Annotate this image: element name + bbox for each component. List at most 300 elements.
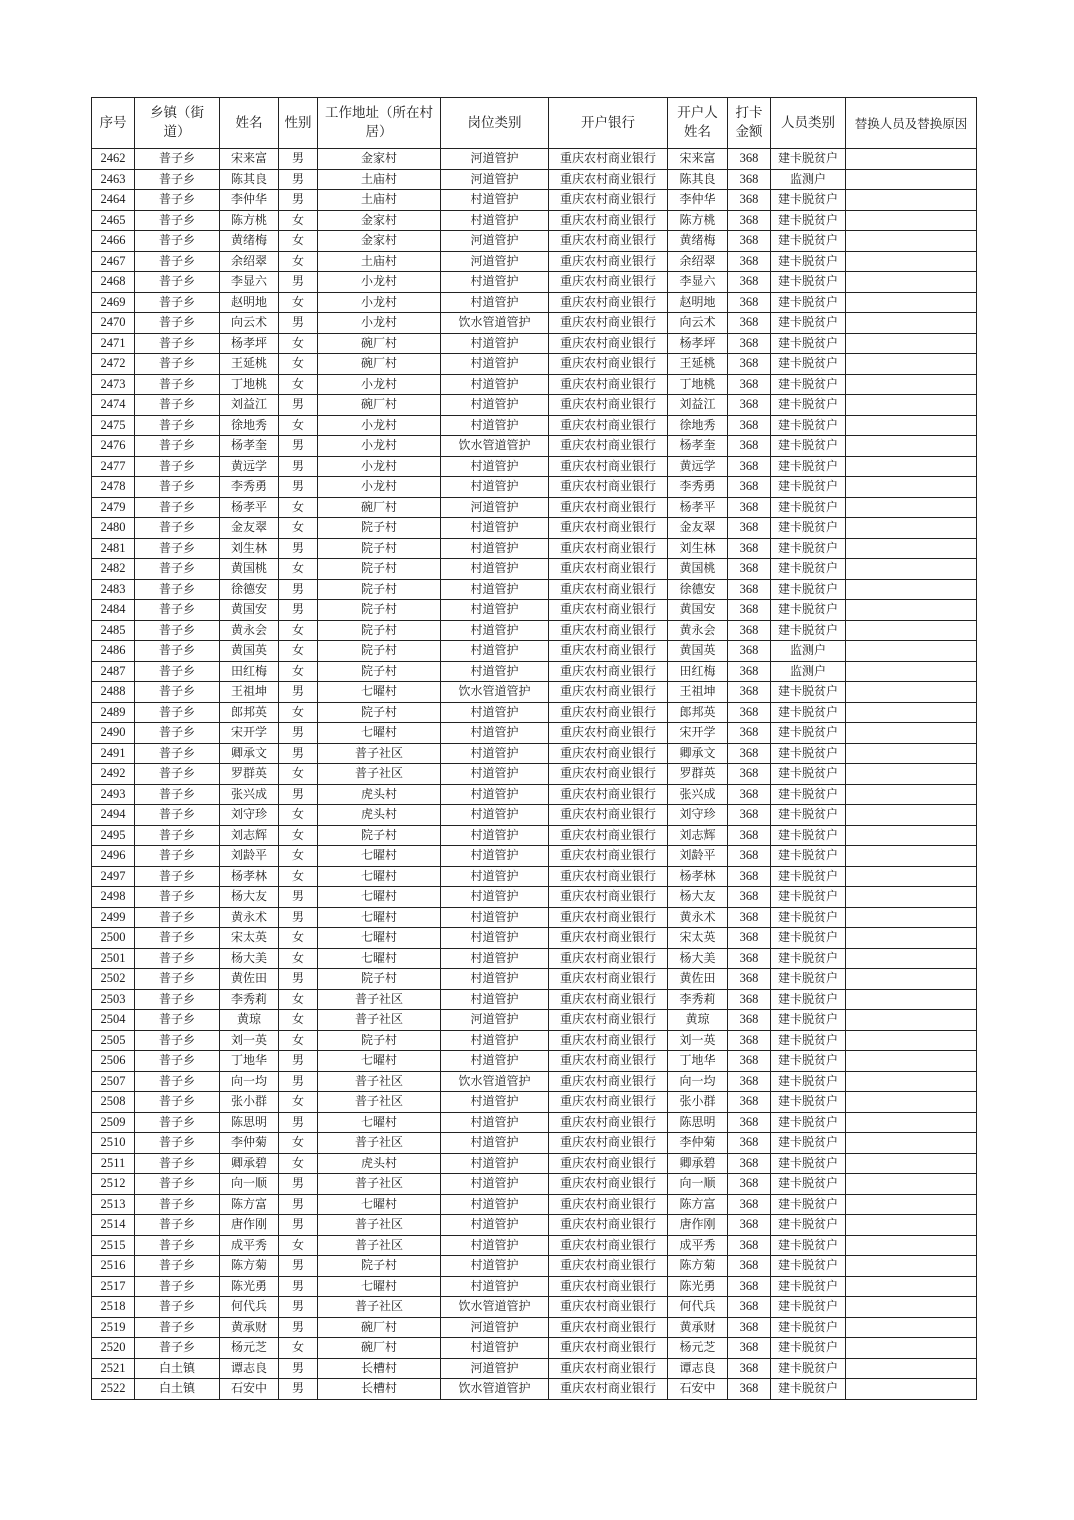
work-address-cell: 七曜村: [318, 1051, 441, 1072]
account-holder-cell: 刘益江: [668, 395, 728, 416]
amount-cell: 368: [728, 661, 771, 682]
replacement-cell: [846, 1235, 977, 1256]
col-header-index: 序号: [92, 98, 135, 149]
gender-cell: 男: [279, 149, 318, 170]
name-cell: 徐德安: [220, 579, 279, 600]
table-row: [92, 1092, 977, 1113]
account-holder-cell: 宋太英: [668, 928, 728, 949]
amount-cell: 368: [728, 620, 771, 641]
account-holder-cell: 罗群英: [668, 764, 728, 785]
person-type-cell: 建卡脱贫户: [771, 292, 846, 313]
account-holder-cell: 黄佐田: [668, 969, 728, 990]
township-cell: 普子乡: [135, 313, 220, 334]
name-cell: 丁地桃: [220, 374, 279, 395]
replacement-cell: [846, 579, 977, 600]
name-cell: 张兴成: [220, 784, 279, 805]
name-cell: 陈方桃: [220, 210, 279, 231]
gender-cell: 女: [279, 354, 318, 375]
post-type-cell: 饮水管道管护: [441, 313, 549, 334]
person-type-cell: 建卡脱贫户: [771, 1297, 846, 1318]
bank-cell: 重庆农村商业银行: [549, 559, 668, 580]
index-cell: 2469: [92, 292, 135, 313]
post-type-cell: 河道管护: [441, 1010, 549, 1031]
table-row: [92, 1317, 977, 1338]
person-type-cell: 建卡脱贫户: [771, 395, 846, 416]
bank-cell: 重庆农村商业银行: [549, 1379, 668, 1400]
township-cell: 普子乡: [135, 1174, 220, 1195]
bank-cell: 重庆农村商业银行: [549, 1358, 668, 1379]
replacement-cell: [846, 518, 977, 539]
work-address-cell: 院子村: [318, 702, 441, 723]
name-cell: 余绍翠: [220, 251, 279, 272]
amount-cell: 368: [728, 1235, 771, 1256]
post-type-cell: 村道管护: [441, 1174, 549, 1195]
account-holder-cell: 黄永会: [668, 620, 728, 641]
name-cell: 刘一英: [220, 1030, 279, 1051]
amount-cell: 368: [728, 395, 771, 416]
gender-cell: 男: [279, 395, 318, 416]
table-row: [92, 1358, 977, 1379]
table-row: [92, 620, 977, 641]
bank-cell: 重庆农村商业银行: [549, 149, 668, 170]
gender-cell: 女: [279, 989, 318, 1010]
post-type-cell: 村道管护: [441, 907, 549, 928]
table-row: [92, 1174, 977, 1195]
work-address-cell: 七曜村: [318, 1276, 441, 1297]
index-cell: 2510: [92, 1133, 135, 1154]
index-cell: 2491: [92, 743, 135, 764]
township-cell: 普子乡: [135, 579, 220, 600]
person-type-cell: 建卡脱贫户: [771, 600, 846, 621]
bank-cell: 重庆农村商业银行: [549, 231, 668, 252]
post-type-cell: 村道管护: [441, 518, 549, 539]
table-row: [92, 333, 977, 354]
post-type-cell: 村道管护: [441, 1338, 549, 1359]
work-address-cell: 普子社区: [318, 1215, 441, 1236]
township-cell: 普子乡: [135, 1297, 220, 1318]
work-address-cell: 七曜村: [318, 846, 441, 867]
township-cell: 普子乡: [135, 969, 220, 990]
name-cell: 刘龄平: [220, 846, 279, 867]
account-holder-cell: 唐作刚: [668, 1215, 728, 1236]
amount-cell: 368: [728, 1379, 771, 1400]
table-row: [92, 948, 977, 969]
person-type-cell: 建卡脱贫户: [771, 333, 846, 354]
person-type-cell: 建卡脱贫户: [771, 1215, 846, 1236]
work-address-cell: 碗厂村: [318, 497, 441, 518]
amount-cell: 368: [728, 292, 771, 313]
bank-cell: 重庆农村商业银行: [549, 477, 668, 498]
post-type-cell: 河道管护: [441, 1317, 549, 1338]
account-holder-cell: 杨元芝: [668, 1338, 728, 1359]
replacement-cell: [846, 251, 977, 272]
index-cell: 2520: [92, 1338, 135, 1359]
table-row: [92, 805, 977, 826]
amount-cell: 368: [728, 1317, 771, 1338]
gender-cell: 女: [279, 518, 318, 539]
bank-cell: 重庆农村商业银行: [549, 354, 668, 375]
bank-cell: 重庆农村商业银行: [549, 969, 668, 990]
index-cell: 2490: [92, 723, 135, 744]
post-type-cell: 村道管护: [441, 661, 549, 682]
table-row: [92, 1297, 977, 1318]
name-cell: 李仲菊: [220, 1133, 279, 1154]
table-row: [92, 825, 977, 846]
table-row: [92, 1153, 977, 1174]
gender-cell: 男: [279, 1276, 318, 1297]
gender-cell: 女: [279, 374, 318, 395]
township-cell: 普子乡: [135, 1256, 220, 1277]
table-row: [92, 374, 977, 395]
gender-cell: 女: [279, 866, 318, 887]
replacement-cell: [846, 1215, 977, 1236]
account-holder-cell: 杨大美: [668, 948, 728, 969]
gender-cell: 女: [279, 825, 318, 846]
amount-cell: 368: [728, 456, 771, 477]
name-cell: 黄永会: [220, 620, 279, 641]
bank-cell: 重庆农村商业银行: [549, 928, 668, 949]
work-address-cell: 虎头村: [318, 805, 441, 826]
account-holder-cell: 黄国桃: [668, 559, 728, 580]
township-cell: 普子乡: [135, 641, 220, 662]
bank-cell: 重庆农村商业银行: [549, 1317, 668, 1338]
work-address-cell: 碗厂村: [318, 354, 441, 375]
township-cell: 普子乡: [135, 743, 220, 764]
amount-cell: 368: [728, 497, 771, 518]
name-cell: 李秀勇: [220, 477, 279, 498]
township-cell: 普子乡: [135, 928, 220, 949]
replacement-cell: [846, 436, 977, 457]
person-type-cell: 建卡脱贫户: [771, 1010, 846, 1031]
person-type-cell: 建卡脱贫户: [771, 1092, 846, 1113]
account-holder-cell: 杨孝平: [668, 497, 728, 518]
person-type-cell: 建卡脱贫户: [771, 1379, 846, 1400]
person-type-cell: 建卡脱贫户: [771, 784, 846, 805]
township-cell: 普子乡: [135, 272, 220, 293]
index-cell: 2478: [92, 477, 135, 498]
replacement-cell: [846, 477, 977, 498]
account-holder-cell: 谭志良: [668, 1358, 728, 1379]
township-cell: 白土镇: [135, 1379, 220, 1400]
work-address-cell: 院子村: [318, 538, 441, 559]
person-type-cell: 建卡脱贫户: [771, 456, 846, 477]
replacement-cell: [846, 805, 977, 826]
post-type-cell: 河道管护: [441, 169, 549, 190]
index-cell: 2499: [92, 907, 135, 928]
index-cell: 2500: [92, 928, 135, 949]
gender-cell: 女: [279, 1030, 318, 1051]
name-cell: 何代兵: [220, 1297, 279, 1318]
gender-cell: 男: [279, 682, 318, 703]
account-holder-cell: 卿承文: [668, 743, 728, 764]
index-cell: 2503: [92, 989, 135, 1010]
township-cell: 普子乡: [135, 333, 220, 354]
township-cell: 普子乡: [135, 600, 220, 621]
name-cell: 黄国桃: [220, 559, 279, 580]
person-type-cell: 建卡脱贫户: [771, 1358, 846, 1379]
amount-cell: 368: [728, 374, 771, 395]
account-holder-cell: 余绍翠: [668, 251, 728, 272]
replacement-cell: [846, 1010, 977, 1031]
post-type-cell: 饮水管道管护: [441, 682, 549, 703]
replacement-cell: [846, 846, 977, 867]
work-address-cell: 院子村: [318, 600, 441, 621]
name-cell: 黄佐田: [220, 969, 279, 990]
post-type-cell: 村道管护: [441, 887, 549, 908]
account-holder-cell: 向一均: [668, 1071, 728, 1092]
account-holder-cell: 黄绪梅: [668, 231, 728, 252]
index-cell: 2504: [92, 1010, 135, 1031]
replacement-cell: [846, 661, 977, 682]
work-address-cell: 碗厂村: [318, 333, 441, 354]
replacement-cell: [846, 1194, 977, 1215]
township-cell: 普子乡: [135, 620, 220, 641]
index-cell: 2481: [92, 538, 135, 559]
township-cell: 普子乡: [135, 1215, 220, 1236]
index-cell: 2486: [92, 641, 135, 662]
amount-cell: 368: [728, 969, 771, 990]
bank-cell: 重庆农村商业银行: [549, 682, 668, 703]
bank-cell: 重庆农村商业银行: [549, 1092, 668, 1113]
person-type-cell: 建卡脱贫户: [771, 846, 846, 867]
gender-cell: 女: [279, 415, 318, 436]
person-type-cell: 建卡脱贫户: [771, 1051, 846, 1072]
gender-cell: 男: [279, 579, 318, 600]
bank-cell: 重庆农村商业银行: [549, 210, 668, 231]
bank-cell: 重庆农村商业银行: [549, 1071, 668, 1092]
township-cell: 普子乡: [135, 1051, 220, 1072]
index-cell: 2476: [92, 436, 135, 457]
gender-cell: 男: [279, 477, 318, 498]
index-cell: 2507: [92, 1071, 135, 1092]
amount-cell: 368: [728, 1276, 771, 1297]
gender-cell: 女: [279, 251, 318, 272]
replacement-cell: [846, 907, 977, 928]
amount-cell: 368: [728, 1133, 771, 1154]
table-row: [92, 661, 977, 682]
index-cell: 2480: [92, 518, 135, 539]
name-cell: 向云术: [220, 313, 279, 334]
index-cell: 2508: [92, 1092, 135, 1113]
index-cell: 2489: [92, 702, 135, 723]
name-cell: 金友翠: [220, 518, 279, 539]
table-row: [92, 1276, 977, 1297]
account-holder-cell: 李显六: [668, 272, 728, 293]
work-address-cell: 普子社区: [318, 743, 441, 764]
index-cell: 2516: [92, 1256, 135, 1277]
table-row: [92, 415, 977, 436]
index-cell: 2501: [92, 948, 135, 969]
amount-cell: 368: [728, 190, 771, 211]
post-type-cell: 村道管护: [441, 825, 549, 846]
replacement-cell: [846, 1174, 977, 1195]
col-header-name: 姓名: [220, 98, 279, 149]
post-type-cell: 村道管护: [441, 600, 549, 621]
name-cell: 卿承文: [220, 743, 279, 764]
bank-cell: 重庆农村商业银行: [549, 887, 668, 908]
person-type-cell: 建卡脱贫户: [771, 477, 846, 498]
township-cell: 普子乡: [135, 415, 220, 436]
township-cell: 普子乡: [135, 292, 220, 313]
account-holder-cell: 刘生林: [668, 538, 728, 559]
bank-cell: 重庆农村商业银行: [549, 415, 668, 436]
replacement-cell: [846, 190, 977, 211]
table-row: [92, 1235, 977, 1256]
table-row: [92, 477, 977, 498]
index-cell: 2462: [92, 149, 135, 170]
work-address-cell: 小龙村: [318, 415, 441, 436]
person-type-cell: 建卡脱贫户: [771, 825, 846, 846]
table-row: [92, 928, 977, 949]
name-cell: 杨元芝: [220, 1338, 279, 1359]
name-cell: 黄国英: [220, 641, 279, 662]
township-cell: 普子乡: [135, 1030, 220, 1051]
township-cell: 普子乡: [135, 395, 220, 416]
index-cell: 2522: [92, 1379, 135, 1400]
person-type-cell: 建卡脱贫户: [771, 1030, 846, 1051]
name-cell: 陈其良: [220, 169, 279, 190]
gender-cell: 男: [279, 1297, 318, 1318]
table-row: [92, 1338, 977, 1359]
work-address-cell: 普子社区: [318, 764, 441, 785]
index-cell: 2511: [92, 1153, 135, 1174]
amount-cell: 368: [728, 313, 771, 334]
replacement-cell: [846, 456, 977, 477]
account-holder-cell: 王祖坤: [668, 682, 728, 703]
name-cell: 杨大友: [220, 887, 279, 908]
index-cell: 2475: [92, 415, 135, 436]
account-holder-cell: 张小群: [668, 1092, 728, 1113]
roster-table: [91, 97, 977, 1400]
post-type-cell: 村道管护: [441, 477, 549, 498]
gender-cell: 男: [279, 1358, 318, 1379]
bank-cell: 重庆农村商业银行: [549, 743, 668, 764]
account-holder-cell: 李仲华: [668, 190, 728, 211]
work-address-cell: 土庙村: [318, 251, 441, 272]
person-type-cell: 建卡脱贫户: [771, 518, 846, 539]
bank-cell: 重庆农村商业银行: [549, 1133, 668, 1154]
index-cell: 2483: [92, 579, 135, 600]
table-row: [92, 969, 977, 990]
gender-cell: 女: [279, 1338, 318, 1359]
replacement-cell: [846, 1071, 977, 1092]
bank-cell: 重庆农村商业银行: [549, 1051, 668, 1072]
work-address-cell: 院子村: [318, 518, 441, 539]
replacement-cell: [846, 210, 977, 231]
col-header-work-address: 工作地址（所在村居）: [318, 98, 441, 149]
account-holder-cell: 宋来富: [668, 149, 728, 170]
work-address-cell: 院子村: [318, 641, 441, 662]
table-row: [92, 313, 977, 334]
account-holder-cell: 陈方富: [668, 1194, 728, 1215]
person-type-cell: 建卡脱贫户: [771, 743, 846, 764]
bank-cell: 重庆农村商业银行: [549, 805, 668, 826]
index-cell: 2466: [92, 231, 135, 252]
person-type-cell: 建卡脱贫户: [771, 1153, 846, 1174]
bank-cell: 重庆农村商业银行: [549, 846, 668, 867]
replacement-cell: [846, 743, 977, 764]
post-type-cell: 河道管护: [441, 497, 549, 518]
post-type-cell: 村道管护: [441, 866, 549, 887]
work-address-cell: 普子社区: [318, 1133, 441, 1154]
amount-cell: 368: [728, 579, 771, 600]
amount-cell: 368: [728, 1358, 771, 1379]
table-row: [92, 682, 977, 703]
index-cell: 2484: [92, 600, 135, 621]
table-row: [92, 497, 977, 518]
account-holder-cell: 张兴成: [668, 784, 728, 805]
person-type-cell: 建卡脱贫户: [771, 1235, 846, 1256]
name-cell: 陈方菊: [220, 1256, 279, 1277]
replacement-cell: [846, 149, 977, 170]
work-address-cell: 长槽村: [318, 1379, 441, 1400]
post-type-cell: 饮水管道管护: [441, 1379, 549, 1400]
work-address-cell: 七曜村: [318, 682, 441, 703]
amount-cell: 368: [728, 210, 771, 231]
account-holder-cell: 赵明地: [668, 292, 728, 313]
work-address-cell: 院子村: [318, 1030, 441, 1051]
index-cell: 2518: [92, 1297, 135, 1318]
bank-cell: 重庆农村商业银行: [549, 1256, 668, 1277]
township-cell: 普子乡: [135, 210, 220, 231]
account-holder-cell: 李秀莉: [668, 989, 728, 1010]
post-type-cell: 村道管护: [441, 1133, 549, 1154]
gender-cell: 男: [279, 1174, 318, 1195]
post-type-cell: 河道管护: [441, 231, 549, 252]
replacement-cell: [846, 723, 977, 744]
name-cell: 罗群英: [220, 764, 279, 785]
work-address-cell: 普子社区: [318, 989, 441, 1010]
account-holder-cell: 陈方菊: [668, 1256, 728, 1277]
col-header-account-holder: 开户人姓名: [668, 98, 728, 149]
gender-cell: 女: [279, 497, 318, 518]
gender-cell: 男: [279, 1215, 318, 1236]
amount-cell: 368: [728, 1297, 771, 1318]
bank-cell: 重庆农村商业银行: [549, 1235, 668, 1256]
work-address-cell: 七曜村: [318, 1194, 441, 1215]
table-row: [92, 1071, 977, 1092]
bank-cell: 重庆农村商业银行: [549, 600, 668, 621]
post-type-cell: 饮水管道管护: [441, 1297, 549, 1318]
township-cell: 普子乡: [135, 149, 220, 170]
amount-cell: 368: [728, 805, 771, 826]
post-type-cell: 村道管护: [441, 415, 549, 436]
post-type-cell: 村道管护: [441, 1153, 549, 1174]
post-type-cell: 村道管护: [441, 559, 549, 580]
table-row: [92, 702, 977, 723]
post-type-cell: 村道管护: [441, 743, 549, 764]
work-address-cell: 院子村: [318, 579, 441, 600]
township-cell: 普子乡: [135, 1153, 220, 1174]
table-row: [92, 1215, 977, 1236]
name-cell: 陈方富: [220, 1194, 279, 1215]
table-row: [92, 579, 977, 600]
replacement-cell: [846, 1358, 977, 1379]
table-row: [92, 354, 977, 375]
bank-cell: 重庆农村商业银行: [549, 866, 668, 887]
name-cell: 向一均: [220, 1071, 279, 1092]
post-type-cell: 村道管护: [441, 928, 549, 949]
account-holder-cell: 陈其良: [668, 169, 728, 190]
index-cell: 2498: [92, 887, 135, 908]
index-cell: 2492: [92, 764, 135, 785]
amount-cell: 368: [728, 333, 771, 354]
table-row: [92, 395, 977, 416]
col-header-bank: 开户银行: [549, 98, 668, 149]
township-cell: 普子乡: [135, 1010, 220, 1031]
bank-cell: 重庆农村商业银行: [549, 272, 668, 293]
work-address-cell: 七曜村: [318, 723, 441, 744]
